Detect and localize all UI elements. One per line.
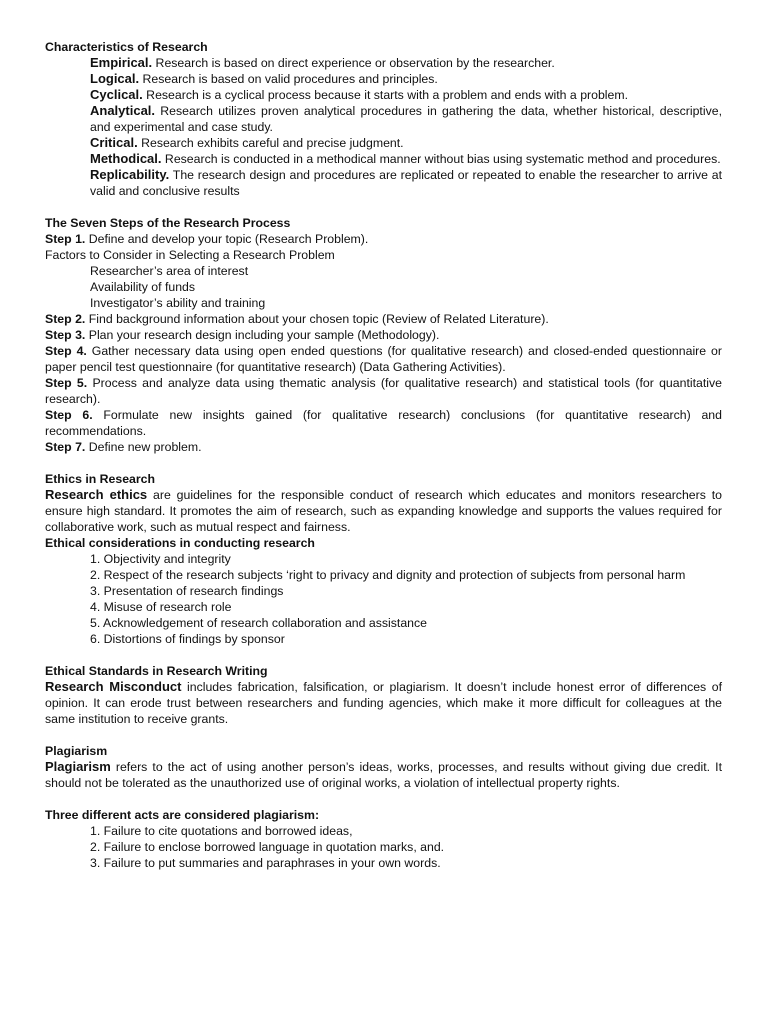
considerations-heading: Ethical considerations in conducting research (45, 536, 315, 550)
spacer (45, 455, 722, 471)
characteristic-item: Cyclical. Research is a cyclical process because it starts with a problem and ends with a problem. (90, 87, 629, 102)
step-item: Step 3. Plan your research design including your sample (Methodology). (45, 328, 440, 342)
factors-heading: Factors to Consider in Selecting a Research Problem (45, 248, 335, 262)
ethics-paragraph: Research ethics are guidelines for the responsible conduct of research which educates and monitors researchers to ensure high standard. It promotes the aim of research, such as expanding knowledge and supports the values required for collaborative work, such as mutual respect and fairness. (45, 487, 722, 534)
act-item: 2. Failure to enclose borrowed language in quotation marks, and. (90, 840, 445, 854)
standards-paragraph: Research Misconduct includes fabrication, falsification, or plagiarism. It doesn’t include honest error of differences of opinion. It can erode trust between researchers and funding agencies, which make it more difficult for colleagues at the same institution to receive grants. (45, 679, 722, 726)
act-item: 1. Failure to cite quotations and borrowed ideas, (90, 824, 353, 838)
step-item: Step 7. Define new problem. (45, 440, 202, 454)
consideration-item: 5. Acknowledgement of research collaboration and assistance (90, 616, 427, 630)
steps-heading: The Seven Steps of the Research Process (45, 216, 291, 230)
spacer (45, 199, 722, 215)
acts-heading: Three different acts are considered plagiarism: (45, 808, 320, 822)
characteristic-item: Methodical. Research is conducted in a methodical manner without bias using systematic method and procedures. (90, 151, 721, 166)
step-item: Step 4. Gather necessary data using open ended questions (for qualitative research) and closed-ended questionnaire or paper pencil test questionnaire (for quantitative research) (Data Gathering Activities). (45, 344, 722, 374)
plagiarism-heading: Plagiarism (45, 744, 108, 758)
characteristic-item: Empirical. Research is based on direct experience or observation by the researcher. (90, 55, 555, 70)
characteristic-item: Replicability. The research design and procedures are replicated or repeated to enable the researcher to arrive at valid and conclusive results (90, 167, 722, 198)
spacer (45, 727, 722, 743)
act-item: 3. Failure to put summaries and paraphrases in your own words. (90, 856, 441, 870)
ethics-heading: Ethics in Research (45, 472, 156, 486)
plagiarism-paragraph: Plagiarism refers to the act of using another person’s ideas, works, processes, and results without giving due credit. It should not be tolerated as the unauthorized use of original works, a violation of intellectual property rights. (45, 759, 722, 790)
consideration-item: 6. Distortions of findings by sponsor (90, 632, 285, 646)
characteristic-item: Critical. Research exhibits careful and precise judgment. (90, 135, 404, 150)
step-item: Step 6. Formulate new insights gained (for qualitative research) conclusions (for quantitative research) and recommendations. (45, 408, 722, 438)
step-item: Step 5. Process and analyze data using thematic analysis (for qualitative research) and statistical tools (for quantitative research). (45, 376, 722, 406)
step-item: Step 1. Define and develop your topic (Research Problem). (45, 232, 369, 246)
consideration-item: 2. Respect of the research subjects ‘right to privacy and dignity and protection of subjects from personal harm (90, 568, 686, 582)
spacer (45, 647, 722, 663)
factor-item: Availability of funds (90, 280, 196, 294)
step-item: Step 2. Find background information about your chosen topic (Review of Related Literature). (45, 312, 549, 326)
characteristics-heading: Characteristics of Research (45, 40, 208, 54)
consideration-item: 1. Objectivity and integrity (90, 552, 231, 566)
characteristic-item: Logical. Research is based on valid procedures and principles. (90, 71, 438, 86)
consideration-item: 3. Presentation of research findings (90, 584, 284, 598)
consideration-item: 4. Misuse of research role (90, 600, 232, 614)
factor-item: Researcher’s area of interest (90, 264, 249, 278)
characteristics-list (45, 55, 722, 199)
spacer (45, 791, 722, 807)
factor-item: Investigator’s ability and training (90, 296, 266, 310)
characteristic-item: Analytical. Research utilizes proven analytical procedures in gathering the data, whether historical, descriptive, and experimental and case study. (90, 103, 722, 134)
standards-heading: Ethical Standards in Research Writing (45, 664, 268, 678)
